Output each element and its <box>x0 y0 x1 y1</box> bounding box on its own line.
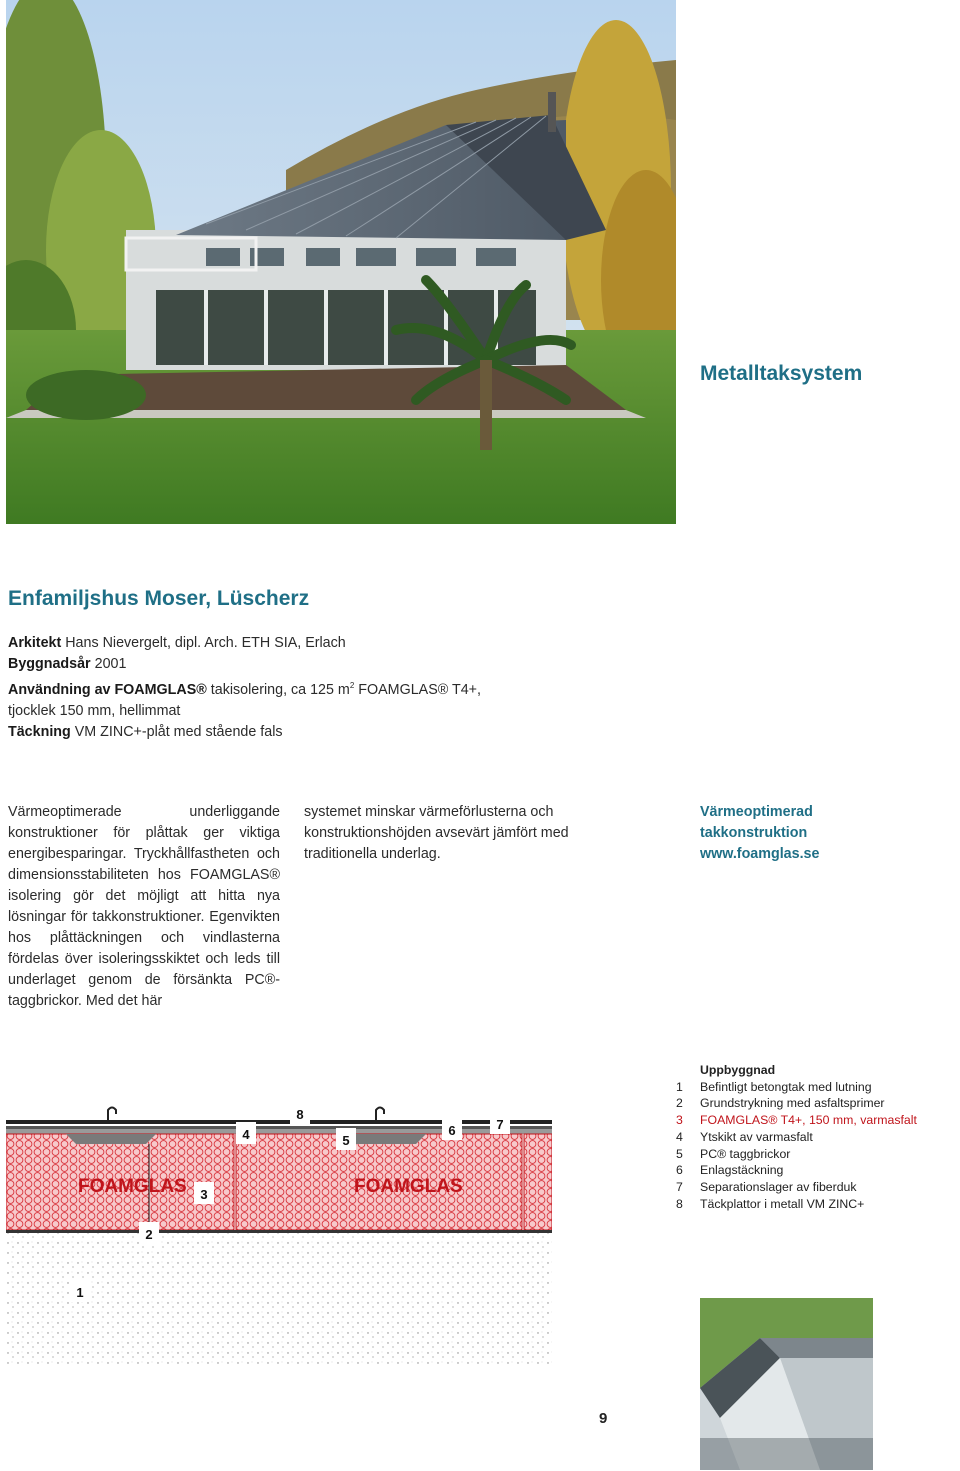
spec-value: Hans Nievergelt, dipl. Arch. ETH SIA, Erlach <box>65 635 346 651</box>
legend-item <box>676 1162 956 1179</box>
spec-value: tjocklek 150 mm, hellimmat <box>8 702 181 719</box>
callout-1 <box>70 1280 90 1302</box>
sidebar-link[interactable]: www.foamglas.se <box>700 846 820 862</box>
legend-text: Grundstrykning med asfaltsprimer <box>700 1096 885 1111</box>
legend-number: 7 <box>676 1179 683 1194</box>
foamglas-logo-left: FOAMGLAS <box>78 1176 187 1197</box>
svg-text:6: 6 <box>448 1123 456 1138</box>
spec-value: takisolering, ca 125 m <box>210 681 350 698</box>
svg-text:5: 5 <box>342 1133 350 1148</box>
legend-item <box>676 1179 956 1196</box>
legend-number: 3 <box>676 1113 683 1128</box>
legend-heading: Uppbyggnad <box>700 1063 776 1077</box>
legend-number: 8 <box>676 1196 683 1211</box>
spec-value: VM ZINC+-plåt med stående fals <box>74 723 283 740</box>
legend-number: 5 <box>676 1146 683 1161</box>
legend-item <box>676 1095 956 1112</box>
project-specs <box>8 633 568 743</box>
legend-text: Enlagstäckning <box>700 1163 784 1178</box>
spec-label: Täckning <box>8 723 71 740</box>
legend-text: Täckplattor i metall VM ZINC+ <box>700 1196 865 1211</box>
spec-year <box>8 654 568 675</box>
legend-text: FOAMGLAS® T4+, 150 mm, varmasfalt <box>700 1113 917 1128</box>
legend-item <box>676 1129 956 1146</box>
project-title: Enfamiljshus Moser, Lüscherz <box>8 587 310 610</box>
house-photo <box>6 0 676 524</box>
spec-label: Användning av FOAMGLAS® <box>8 681 207 698</box>
sidebar-line: Värmeoptimerad <box>700 804 813 820</box>
legend-text: Ytskikt av varmasfalt <box>700 1129 813 1144</box>
section-title: Metalltaksystem <box>700 362 863 385</box>
spec-value: FOAMGLAS® T4+, <box>358 681 481 698</box>
legend-number: 4 <box>676 1129 683 1144</box>
roof-detail-photo <box>700 1298 873 1470</box>
legend-text: Befintligt betongtak med lutning <box>700 1079 872 1094</box>
spec-architect <box>8 633 568 654</box>
svg-text:1: 1 <box>76 1285 84 1300</box>
svg-text:8: 8 <box>296 1107 304 1122</box>
svg-text:2: 2 <box>145 1227 153 1242</box>
spec-use <box>8 675 568 722</box>
spec-cover <box>8 722 568 743</box>
callout-6 <box>442 1118 462 1140</box>
sidebar-line: takkonstruktion <box>700 825 808 841</box>
callout-5 <box>336 1128 356 1150</box>
spec-superscript: 2 <box>349 681 355 690</box>
legend-item <box>676 1112 956 1129</box>
body-text-column-2: systemet minskar värmeförlusterna och konstruktionshöjden avsevärt jämfört med traditionella underlag. <box>304 804 569 862</box>
svg-text:3: 3 <box>200 1187 208 1202</box>
callout-4 <box>236 1122 256 1144</box>
legend-number: 6 <box>676 1163 683 1178</box>
callout-7 <box>490 1112 510 1134</box>
page-number: 9 <box>599 1410 608 1427</box>
body-text-column-1: Värmeoptimerade underliggande konstruktioner för plåttak ger viktiga energibesparingar. Tryckhållfastheten och dimensionsstabiliteten hos FOAMGLAS® isolering gör det möjligt att hitta nya lösningar för takkonstruktioner. Egenvikten hos plåttäckningen och vindlasterna fördelas över isoleringsskiktet och leds till underlaget genom de försänkta PC®-taggbrickor. Med det här <box>8 804 280 1009</box>
svg-text:7: 7 <box>496 1117 504 1132</box>
legend-text: PC® taggbrickor <box>700 1146 791 1161</box>
legend-item <box>676 1196 956 1213</box>
legend-text: Separationslager av fiberduk <box>700 1179 857 1194</box>
layer-legend <box>676 1062 956 1212</box>
legend-number: 1 <box>676 1079 683 1094</box>
spec-label: Arkitekt <box>8 635 62 651</box>
spec-value: 2001 <box>94 656 127 672</box>
legend-item <box>676 1146 956 1163</box>
sidebar-note <box>700 802 950 865</box>
callout-3 <box>194 1182 214 1204</box>
callout-8 <box>290 1102 310 1124</box>
legend-item <box>676 1079 956 1096</box>
legend-number: 2 <box>676 1096 683 1111</box>
roof-section-diagram <box>6 1100 552 1365</box>
spec-label: Byggnadsår <box>8 656 91 672</box>
foamglas-logo-right: FOAMGLAS <box>354 1176 463 1197</box>
svg-text:4: 4 <box>242 1127 250 1142</box>
